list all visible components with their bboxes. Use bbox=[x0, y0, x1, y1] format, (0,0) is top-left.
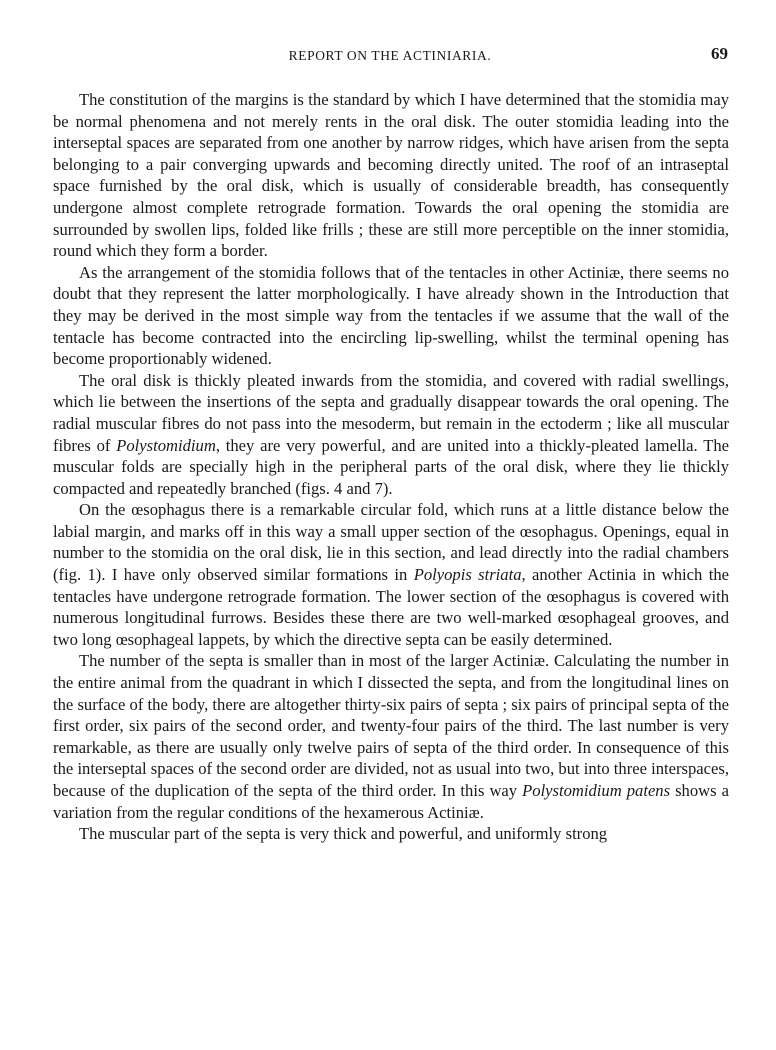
text-segment: The oral disk is thickly pleated inwards from the stomidia, and covered with radial swellings, which lie between the insertions of the septa and gradually disappear towards the oral opening. The radial muscular fibres do not pass into the mesoderm, but remain in the ectoderm ; like all muscular fibres of bbox=[53, 370, 729, 455]
text-segment: The muscular part of the septa is very thick and powerful, and uniformly strong bbox=[79, 824, 608, 844]
text-segment: The number of the septa is smaller than in most of the larger Actiniæ. Calculating the number in the entire animal from the quadrant in which I dissected the septa, and from the longitudinal lines on the surface of the body, there are altogether thirty-six pairs of septa ; six pairs of principal septa of the first order, six pairs of the second order, and twenty-four pairs of the third. The last number is very remarkable, as there are usually only twelve pairs of septa of the third order. In consequence of this the interseptal spaces of the second order are divided, not as usual into two, but into three interspaces, because of the duplication of the septa of the third order. In this way bbox=[53, 651, 729, 800]
paragraph-stomidia-arrangement bbox=[53, 262, 729, 370]
text-segment: , another Actinia in which the tentacles have undergone retrograde formation. The lower section of the œsophagus is covered with numerous longitudinal furrows. Besides these there are two well-marked œsophageal grooves, and two long œsophageal lappets, by which the directive septa can be easily determined. bbox=[53, 565, 729, 649]
paragraph-margins-stomidia bbox=[53, 89, 729, 262]
taxon-name: Polyopis striata bbox=[413, 565, 522, 585]
taxon-name: Polystomidium bbox=[116, 435, 216, 455]
running-title: REPORT ON THE ACTINIARIA. bbox=[288, 48, 492, 63]
paragraph-muscular-part bbox=[53, 823, 729, 845]
text-segment: shows a variation from the regular conditions of the hexamerous Actiniæ. bbox=[53, 781, 730, 822]
page-number: 69 bbox=[711, 44, 728, 63]
paragraph-septa-number bbox=[53, 650, 729, 823]
text-segment: The constitution of the margins is the standard by which I have determined that the stomidia may be normal phenomena and not merely rents in the oral disk. The outer stomidia leading into the interseptal spaces are separated from one another by narrow ridges, which have arisen from the septa belonging to a pair converging upwards and becoming directly united. The roof of an intraseptal space furnished by the oral disk, which is usually of considerable breadth, has consequently undergone almost complete retrograde formation. Towards the oral opening the stomidia are surrounded by swollen lips, folded like frills ; these are still more perceptible on the inner stomidia, round which they form a border. bbox=[53, 90, 729, 261]
taxon-name: Polystomidium patens bbox=[522, 781, 671, 800]
paragraph-oral-disk bbox=[53, 370, 729, 500]
page-header bbox=[52, 44, 728, 70]
text-segment: As the arrangement of the stomidia follows that of the tentacles in other Actiniæ, there seems no doubt that they represent the latter morphologically. I have already shown in the Introduction that they may be derived in the most simple way from the tentacles if we assume that the wall of the tentacle has become contracted into the encircling lip-swelling, whilst the terminal opening has become proportionably widened. bbox=[53, 262, 729, 369]
body-text bbox=[53, 89, 729, 845]
paragraph-oesophagus bbox=[53, 499, 729, 650]
text-segment: On the œsophagus there is a remarkable circular fold, which runs at a little distance below the labial margin, and marks off in this way a small upper section of the œsophagus. Openings, equal in number to the stomidia on the oral disk, lie in this section, and lead directly into the radial chambers (fig. 1). I have only observed similar formations in bbox=[53, 500, 729, 585]
text-segment: , they are very powerful, and are united into a thickly-pleated lamella. The muscular folds are specially high in the peripheral parts of the oral disk, where they lie thickly compacted and repeatedly branched (figs. 4 and 7). bbox=[53, 435, 729, 498]
